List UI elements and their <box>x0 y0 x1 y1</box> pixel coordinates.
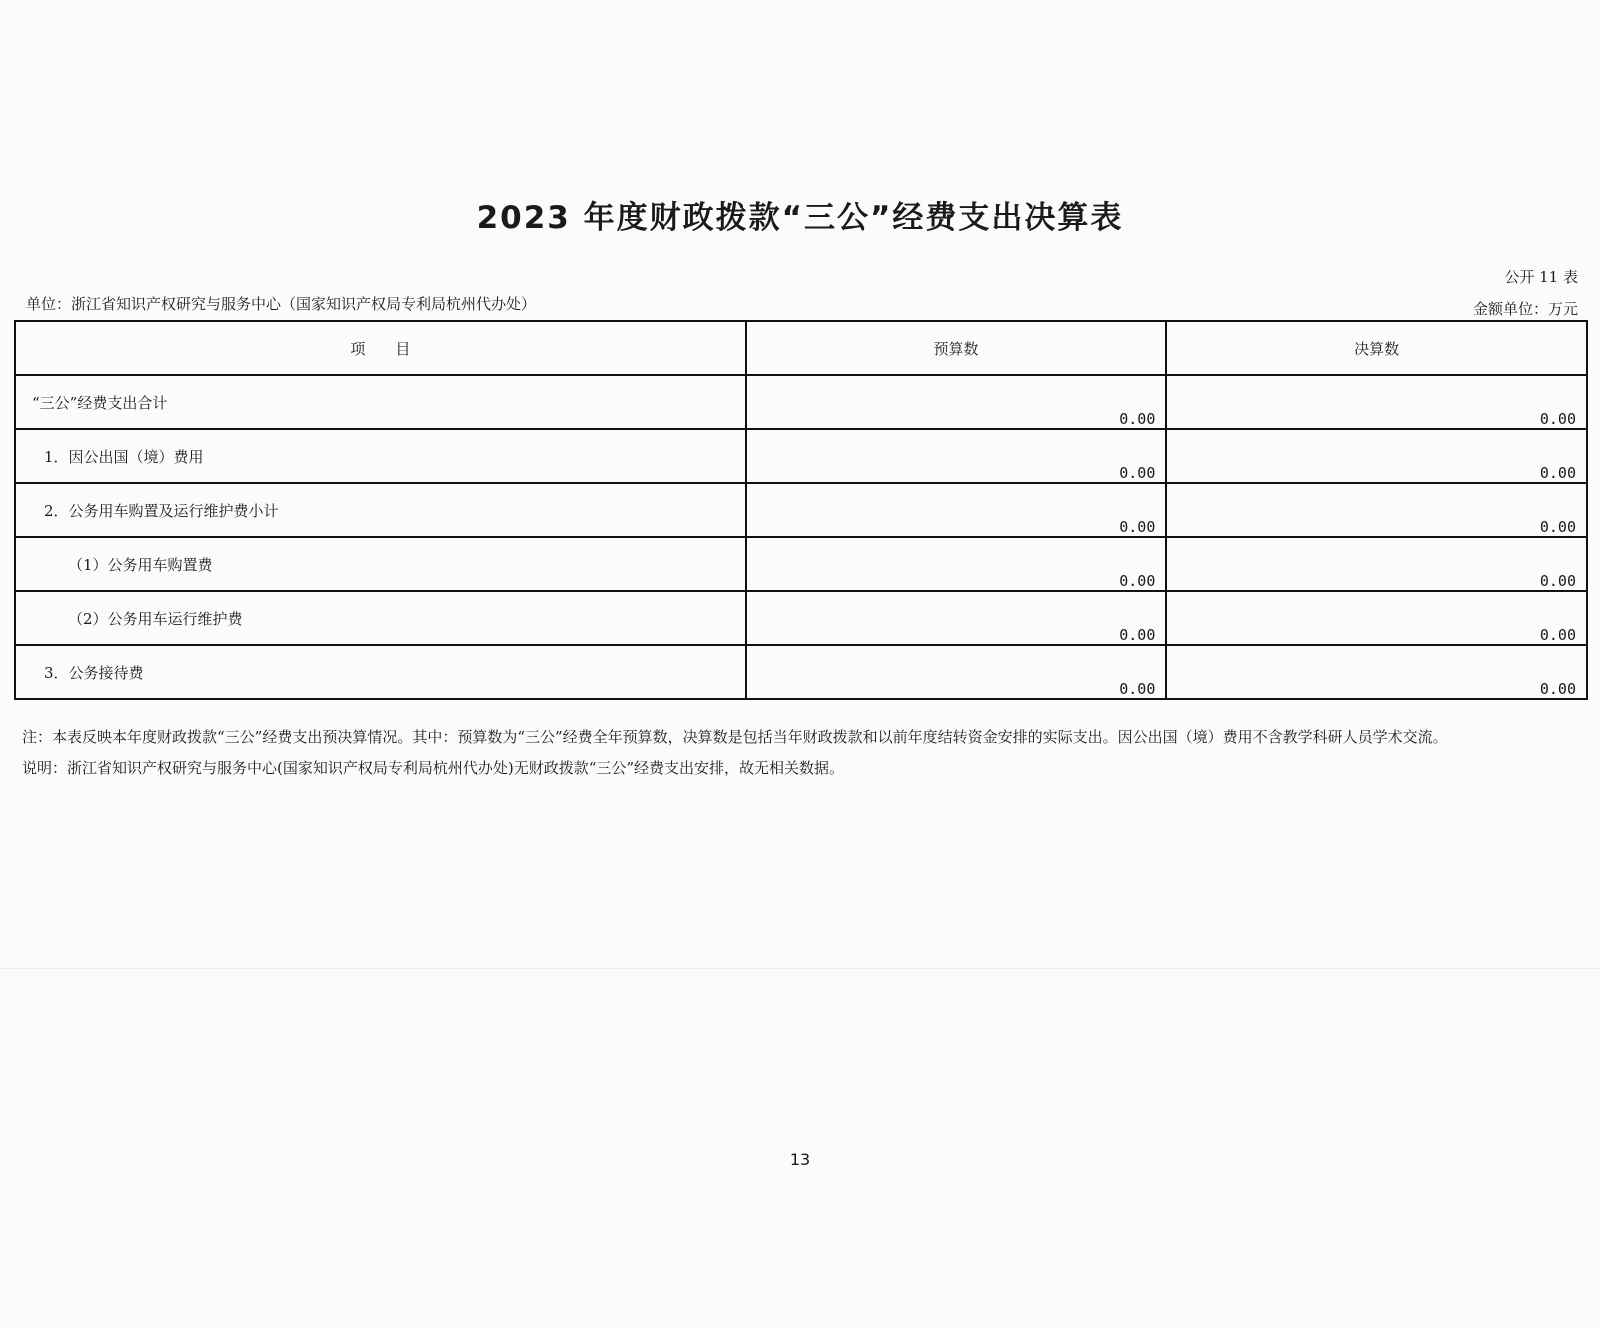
row-final: 0.00 <box>1166 591 1587 645</box>
table-row <box>15 429 1587 483</box>
row-budget: 0.00 <box>746 429 1167 483</box>
page-number: 13 <box>789 1150 811 1169</box>
document-title: 2023 年度财政拨款“三公”经费支出决算表 <box>476 200 1124 236</box>
table-row <box>15 645 1587 699</box>
header-budget: 预算数 <box>746 321 1167 375</box>
table-row <box>15 483 1587 537</box>
row-budget: 0.00 <box>746 537 1167 591</box>
row-item: （2）公务用车运行维护费 <box>15 591 746 645</box>
expenditure-table <box>14 320 1588 700</box>
row-final: 0.00 <box>1166 645 1587 699</box>
row-budget: 0.00 <box>746 483 1167 537</box>
row-final: 0.00 <box>1166 537 1587 591</box>
row-budget: 0.00 <box>746 591 1167 645</box>
scan-fold-line <box>0 968 1600 969</box>
table-header-row <box>15 321 1587 375</box>
row-item: 2．公务用车购置及运行维护费小计 <box>15 483 746 537</box>
row-item: （1）公务用车购置费 <box>15 537 746 591</box>
form-number: 公开 11 表 <box>1504 268 1578 286</box>
row-final: 0.00 <box>1166 375 1587 429</box>
header-final: 决算数 <box>1166 321 1587 375</box>
row-final: 0.00 <box>1166 429 1587 483</box>
row-budget: 0.00 <box>746 375 1167 429</box>
table-row <box>15 537 1587 591</box>
table-note: 注：本表反映本年度财政拨款“三公”经费支出预决算情况。其中：预算数为“三公”经费全年预算数，决算数是包括当年财政拨款和以前年度结转资金安排的实际支出。因公出国（境）费用不含教学科研人员学术交流。 <box>22 728 1448 746</box>
row-item: 1．因公出国（境）费用 <box>15 429 746 483</box>
row-item: “三公”经费支出合计 <box>15 375 746 429</box>
explanation-note: 说明：浙江省知识产权研究与服务中心(国家知识产权局专利局杭州代办处)无财政拨款“三公”经费支出安排，故无相关数据。 <box>22 759 845 777</box>
notes-section <box>22 722 1582 784</box>
table-row <box>15 591 1587 645</box>
reporting-unit: 单位：浙江省知识产权研究与服务中心（国家知识产权局专利局杭州代办处） <box>26 295 537 313</box>
amount-unit: 金额单位：万元 <box>1472 300 1578 318</box>
row-final: 0.00 <box>1166 483 1587 537</box>
row-budget: 0.00 <box>746 645 1167 699</box>
table-row <box>15 375 1587 429</box>
row-item: 3．公务接待费 <box>15 645 746 699</box>
header-item: 项 目 <box>15 321 746 375</box>
